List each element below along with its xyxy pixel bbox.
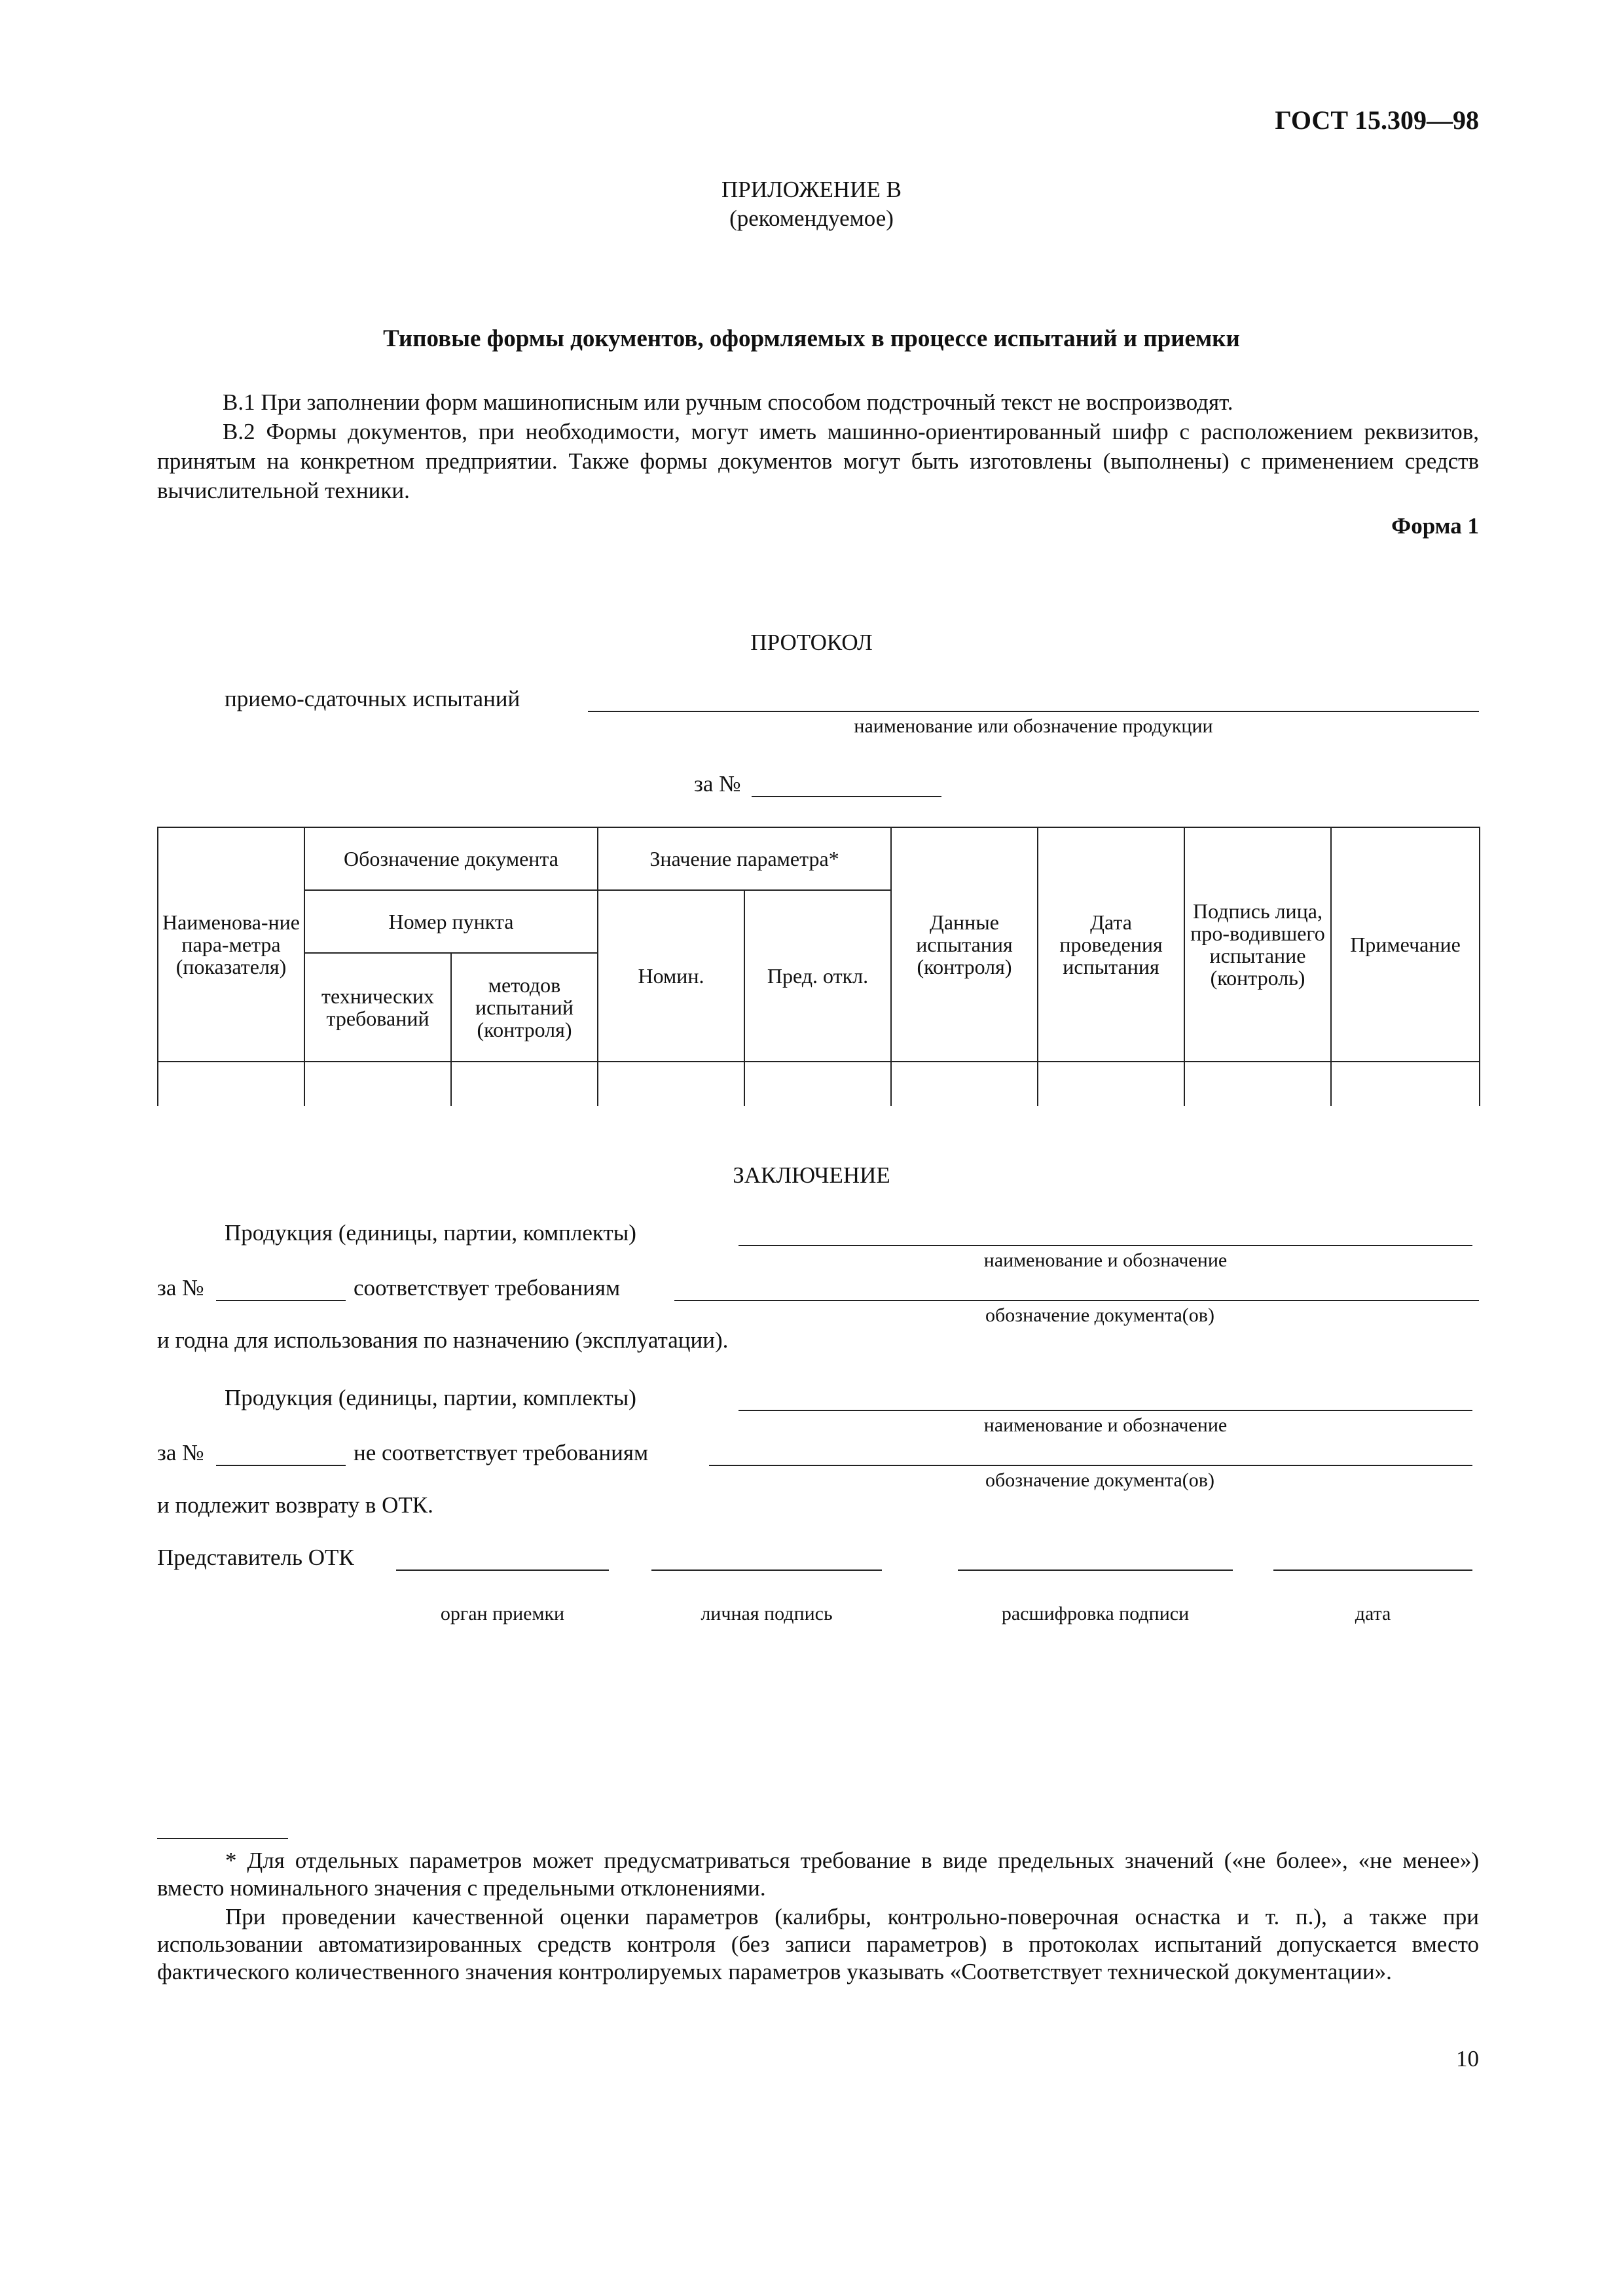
product-field-1[interactable] (739, 1245, 1472, 1246)
header-limit-dev: Пред. откл. (744, 890, 891, 1062)
organ-field[interactable] (396, 1570, 609, 1571)
footnote-divider (157, 1838, 288, 1839)
result-2: и подлежит возврату в ОТК. (157, 1492, 433, 1518)
number-field-2[interactable] (216, 1465, 346, 1466)
header-signature: Подпись лица, про-водившего испытание (контроль) (1184, 827, 1331, 1062)
document-code: ГОСТ 15.309—98 (1275, 105, 1479, 135)
appendix-subtitle: (рекомендуемое) (729, 206, 894, 231)
protocol-title: ПРОТОКОЛ (750, 630, 873, 655)
protocol-table (157, 827, 1480, 1106)
decode-field[interactable] (958, 1570, 1233, 1571)
signature-field[interactable] (651, 1570, 882, 1571)
appendix-title: ПРИЛОЖЕНИЕ В (721, 177, 902, 202)
product-name-field[interactable] (588, 711, 1479, 712)
personal-signature-hint: личная подпись (701, 1603, 833, 1624)
product-label-1: Продукция (единицы, партии, комплекты) (225, 1220, 636, 1246)
header-nominal: Номин. (598, 890, 744, 1062)
product-hint-2: наименование и обозначение (983, 1414, 1228, 1436)
tests-label: приемо-сдаточных испытаний (225, 686, 520, 711)
footnote-2: При проведении качественной оценки параметров (калибры, контрольно-поверочная оснастка и т. п.), а также при использовании автоматизированных средств контроля (без записи параметров) в протоколах испытаний допускается вместо фактического количественного значения контролируемых параметров указывать «Соответствует технической документации». (157, 1904, 1479, 1984)
protocol-number-label: за № (694, 771, 741, 797)
doc-field-1[interactable] (674, 1300, 1479, 1301)
date-hint: дата (1355, 1603, 1391, 1624)
table-cell[interactable] (598, 1062, 744, 1106)
page-number: 10 (1456, 2046, 1479, 2072)
doc-hint-1: обозначение документа(ов) (985, 1304, 1214, 1326)
result-1: и годна для использования по назначению (эксплуатации). (157, 1327, 729, 1353)
header-param-value: Значение параметра* (598, 827, 891, 890)
number-field-1[interactable] (216, 1300, 346, 1301)
compliance-label-1: соответствует требованиям (354, 1275, 621, 1300)
table-cell[interactable] (1331, 1062, 1480, 1106)
form-label: Форма 1 (1391, 513, 1479, 539)
representative-label: Представитель ОТК (157, 1545, 354, 1570)
number-label-1: за № (157, 1275, 204, 1300)
table-cell[interactable] (158, 1062, 304, 1106)
header-param-name: Наименова-ние пара-метра (показателя) (158, 827, 304, 1062)
header-test-methods: методов испытаний (контроля) (451, 953, 598, 1062)
paragraph-b1: В.1 При заполнении форм машинописным или ручным способом подстрочный текст не воспроизводят. (223, 389, 1233, 415)
conclusion-title: ЗАКЛЮЧЕНИЕ (733, 1162, 890, 1188)
number-label-2: за № (157, 1440, 204, 1465)
header-test-data: Данные испытания (контроля) (891, 827, 1038, 1062)
table-cell[interactable] (1184, 1062, 1331, 1106)
header-test-date: Дата проведения испытания (1038, 827, 1184, 1062)
product-hint-1: наименование и обозначение (983, 1249, 1228, 1271)
table-cell[interactable] (744, 1062, 891, 1106)
footnote-1: * Для отдельных параметров может предусматриваться требование в виде предельных значений («не более», «не менее») вместо номинального значения с предельными отклонениями. (157, 1848, 1479, 1901)
paragraph-b2: В.2 Формы документов, при необходимости, могут иметь машинно-ориентированный шифр с расположением реквизитов, принятым на конкретном предприятии. Также формы документов могут быть изготовлены (выполнены) с применением средств вычислительной техники. (157, 419, 1479, 503)
header-item-number: Номер пункта (304, 890, 598, 953)
decode-hint: расшифровка подписи (1001, 1603, 1190, 1624)
table-cell[interactable] (891, 1062, 1038, 1106)
header-doc-designation: Обозначение документа (304, 827, 598, 890)
header-note: Примечание (1331, 827, 1480, 1062)
doc-field-2[interactable] (709, 1465, 1472, 1466)
protocol-number-field[interactable] (752, 796, 941, 797)
doc-hint-2: обозначение документа(ов) (985, 1469, 1214, 1491)
table-cell[interactable] (304, 1062, 451, 1106)
product-name-hint: наименование или обозначение продукции (854, 715, 1213, 737)
organ-hint: орган приемки (440, 1603, 565, 1624)
compliance-label-2: не соответствует требованиям (354, 1440, 649, 1465)
product-field-2[interactable] (739, 1410, 1472, 1411)
product-label-2: Продукция (единицы, партии, комплекты) (225, 1385, 636, 1410)
header-tech-req: технических требований (304, 953, 451, 1062)
table-cell[interactable] (1038, 1062, 1184, 1106)
table-cell[interactable] (451, 1062, 598, 1106)
date-field[interactable] (1273, 1570, 1472, 1571)
section-title: Типовые формы документов, оформляемых в процессе испытаний и приемки (383, 325, 1240, 352)
